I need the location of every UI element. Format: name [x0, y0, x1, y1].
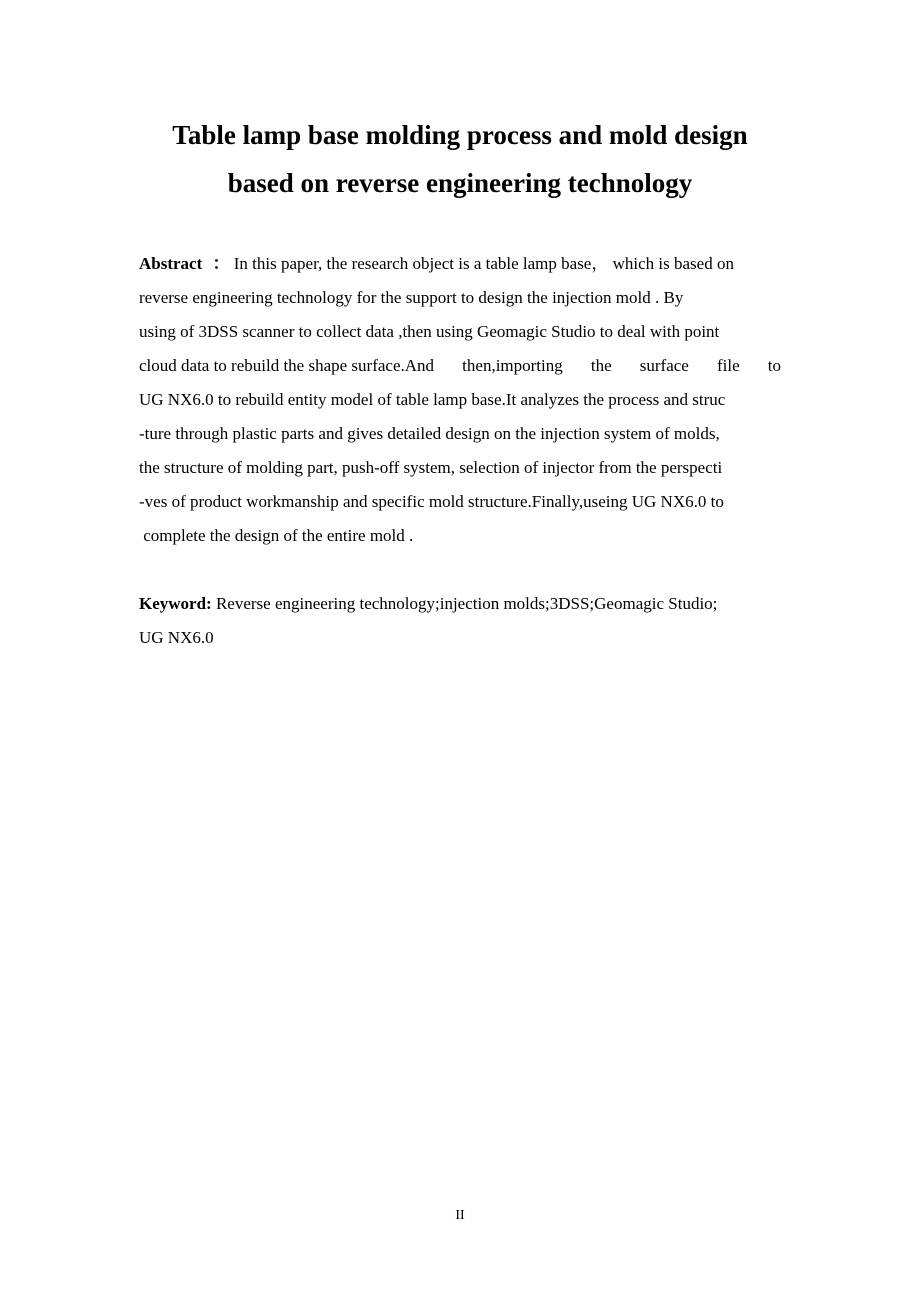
- keyword-label: Keyword:: [139, 594, 212, 613]
- abstract-line-4-word: file: [716, 356, 740, 375]
- paper-title-line-2: based on reverse engineering technology: [227, 168, 693, 198]
- abstract-line-4: [139, 356, 781, 376]
- abstract-line-1-text: In this paper, the research object is a table lamp base: [233, 254, 592, 273]
- abstract-line-1-comma: ，: [591, 254, 609, 273]
- abstract-line-4-word: to: [767, 356, 781, 375]
- abstract-line-4-word: then,importing: [462, 356, 563, 375]
- abstract-line-4-word: cloud data to rebuild the shape surface.And: [139, 356, 435, 375]
- abstract-line-4-word: surface: [639, 356, 689, 375]
- abstract-label: Abstract: [139, 254, 203, 273]
- abstract-line-9: complete the design of the entire mold .: [139, 526, 414, 545]
- abstract-line-6: -ture through plastic parts and gives detailed design on the injection system of molds,: [139, 424, 720, 443]
- keyword-line-1: [139, 594, 781, 614]
- page-number: II: [455, 1208, 465, 1223]
- keyword-line-2: UG NX6.0: [139, 628, 214, 647]
- abstract-separator: ：: [212, 254, 230, 273]
- keyword-text: Reverse engineering technology;injection molds;3DSS;Geomagic Studio;: [215, 594, 718, 613]
- abstract-line-1-tail: which is based on: [612, 254, 734, 273]
- abstract-line-1: [139, 254, 781, 274]
- abstract-line-3: using of 3DSS scanner to collect data ,then using Geomagic Studio to deal with point: [139, 322, 720, 341]
- abstract-line-8: -ves of product workmanship and specific mold structure.Finally,useing UG NX6.0 to: [139, 492, 724, 511]
- abstract-line-7: the structure of molding part, push-off system, selection of injector from the perspecti: [139, 458, 723, 477]
- paper-title-line-1: Table lamp base molding process and mold design: [172, 120, 748, 150]
- abstract-line-2: reverse engineering technology for the support to design the injection mold . By: [139, 288, 684, 307]
- abstract-line-5: UG NX6.0 to rebuild entity model of table lamp base.It analyzes the process and struc: [139, 390, 726, 409]
- abstract-line-4-word: the: [590, 356, 612, 375]
